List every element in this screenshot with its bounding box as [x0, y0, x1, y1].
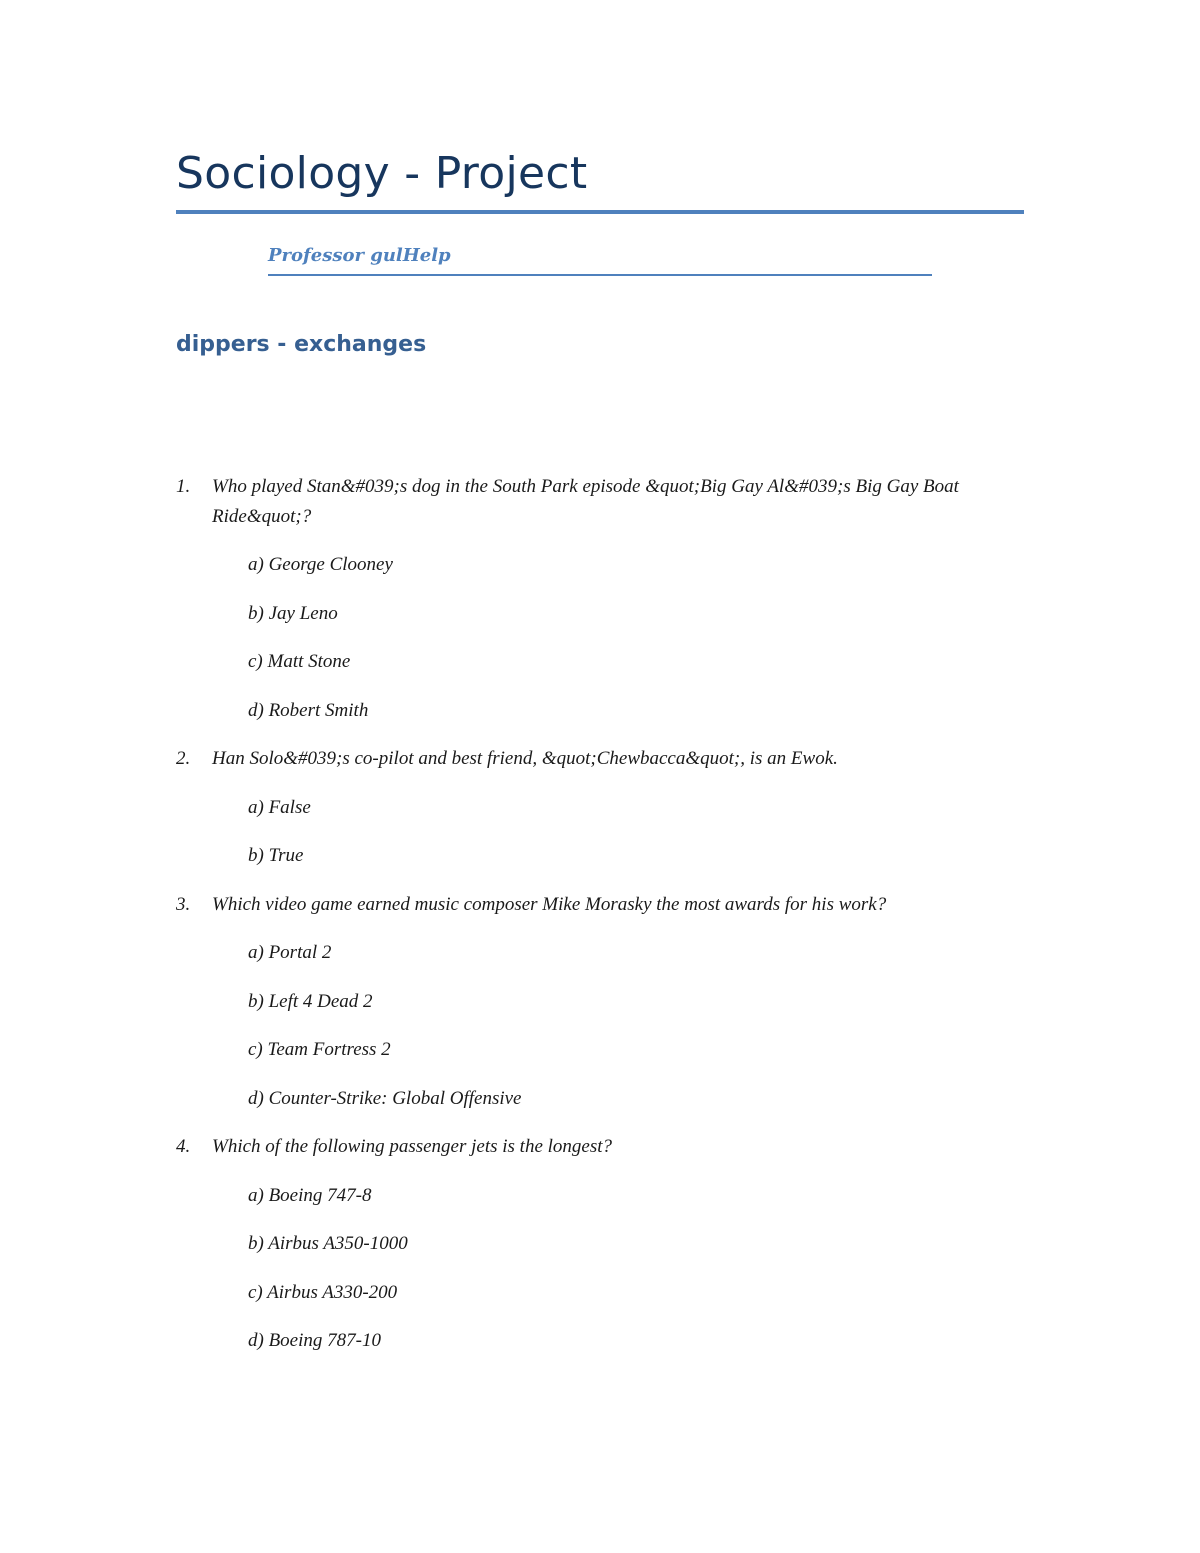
answer-option: b) Airbus A350-1000	[248, 1233, 408, 1254]
title-underline	[176, 210, 1024, 214]
question-text: Han Solo&#039;s co-pilot and best friend, &quot;Chewbacca&quot;, is an Ewok.	[212, 748, 838, 769]
section-heading: dippers - exchanges	[176, 332, 427, 357]
document-title: Sociology - Project	[176, 148, 588, 199]
answer-option: c) Airbus A330-200	[248, 1281, 398, 1303]
answer-options	[176, 1181, 1026, 1375]
answer-option: a) Boeing 747-8	[248, 1184, 372, 1206]
answer-option: b) Jay Leno	[248, 602, 338, 624]
answer-options	[176, 550, 1026, 744]
answer-option: a) False	[248, 796, 311, 818]
answer-option: b) Left 4 Dead 2	[248, 990, 373, 1012]
answer-option: b) True	[248, 845, 304, 866]
answer-options	[176, 793, 1026, 890]
question-number: 4.	[176, 1136, 191, 1157]
document-subtitle: Professor gulHelp	[268, 245, 451, 266]
question-item	[176, 472, 1026, 744]
question-item	[176, 1132, 1026, 1375]
subtitle-underline	[268, 274, 932, 276]
answer-options	[176, 938, 1026, 1132]
answer-option: c) Matt Stone	[248, 651, 351, 672]
question-number: 3.	[176, 893, 191, 915]
question-text: Which video game earned music composer Mike Morasky the most awards for his work?	[212, 893, 887, 915]
question-number: 1.	[176, 476, 191, 497]
answer-option: d) Counter-Strike: Global Offensive	[248, 1087, 522, 1109]
question-list	[176, 472, 1026, 1375]
question-text: Who played Stan&#039;s dog in the South Park episode &quot;Big Gay Al&#039;s Big Gay Boat Ride&quot;?	[212, 476, 959, 527]
question-text: Which of the following passenger jets is the longest?	[212, 1136, 613, 1157]
answer-option: d) Robert Smith	[248, 699, 369, 721]
answer-option: d) Boeing 787-10	[248, 1330, 381, 1351]
answer-option: a) Portal 2	[248, 942, 332, 963]
question-item	[176, 744, 1026, 890]
answer-option: c) Team Fortress 2	[248, 1039, 391, 1060]
question-item	[176, 890, 1026, 1133]
answer-option: a) George Clooney	[248, 554, 393, 575]
question-number: 2.	[176, 748, 191, 769]
